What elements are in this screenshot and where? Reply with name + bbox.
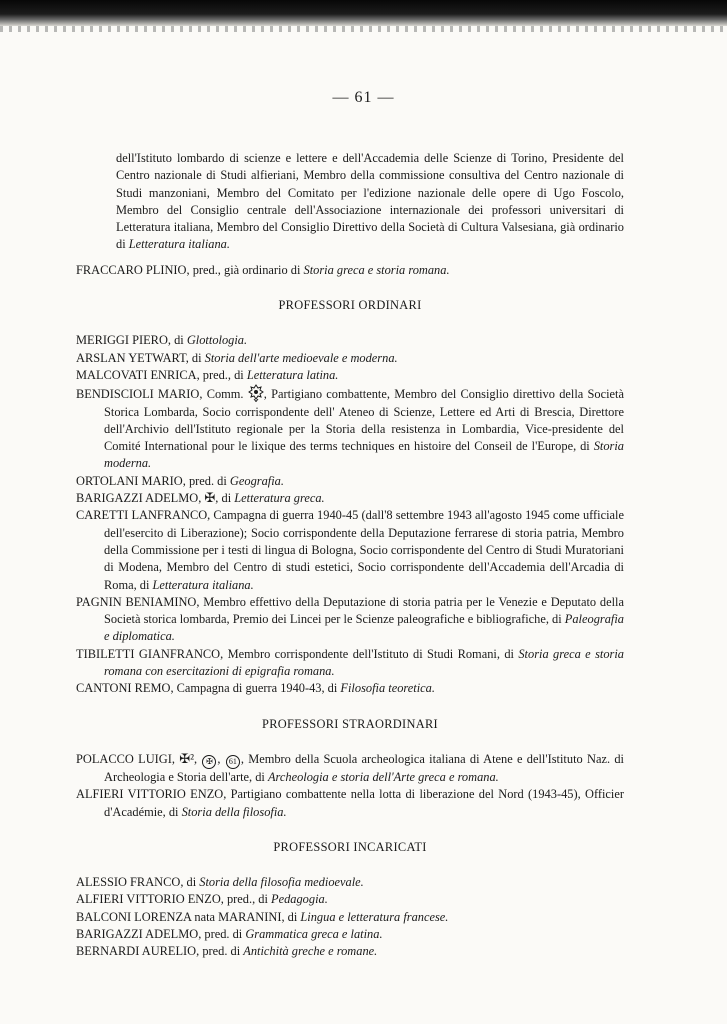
entry-text: , Membro corrispondente dell'Istituto di Studi Romani, di <box>220 646 519 661</box>
entry-name: FRACCARO PLINIO <box>76 262 187 277</box>
entry-name: BENDISCIOLI MARIO <box>76 387 200 402</box>
entry-alessio <box>76 874 624 891</box>
entry-malcovati <box>76 367 624 384</box>
entry-text: , pred., di <box>196 367 247 382</box>
entry-name: TIBILETTI GIANFRANCO <box>76 646 221 661</box>
entry-caretti <box>76 507 624 593</box>
entry-text: dell'Istituto lombardo di scienze e lettere e dell'Accademia delle Scienze di Torino, Presidente del Centro nazionale di Studi alfieriani, Membro della commissione consultiva del Centro nazionale di Studi manzoniani, Membro del Comitato per l'edizione nazionale delle opere di Ugo Foscolo, Membro del Consiglio centrale dell'Associazione internazionale dei professori universitari di Letteratura italiana, Membro del Consiglio Direttivo della Società di Cultura Valsesiana, già ordinario di <box>116 151 624 252</box>
entry-text: , di <box>185 350 205 365</box>
entry-subject: Archeologia e storia dell'Arte greca e romana. <box>267 769 499 784</box>
entry-alfieri-incaricato <box>76 891 624 908</box>
entry-name: ARSLAN YETWART <box>76 350 186 365</box>
entry-subject: Storia moderna. <box>104 439 624 471</box>
page-number: — 61 — <box>332 89 395 106</box>
document-body <box>76 150 624 961</box>
entry-subject: Storia della filosofia. <box>181 804 287 819</box>
entry-ortolani <box>76 473 624 490</box>
entry-balconi <box>76 909 624 926</box>
entry-text: , Membro effettivo della Deputazione di storia patria per le Venezie e Deputato della Società storica lombarda, Premio dei Lincei per le Scienze paleografiche e bibliografiche, di <box>104 594 624 627</box>
entry-subject: Storia greca e storia romana con esercitazioni di epigrafia romana. <box>104 646 624 679</box>
entry-subject: Geografia. <box>229 473 284 488</box>
entry-name: BERNARDI AURELIO <box>76 944 197 959</box>
entry-fraccaro <box>76 262 624 279</box>
entry-name: PAGNIN BENIAMINO <box>76 594 197 609</box>
entry-name: ALFIERI VITTORIO ENZO <box>76 892 221 907</box>
heading-incaricati: PROFESSORI INCARICATI <box>273 839 427 854</box>
entry-subject: Glottologia. <box>186 333 248 348</box>
entry-text: , di <box>180 875 200 890</box>
entry-text: , <box>198 491 205 506</box>
entry-name: BARIGAZZI ADELMO <box>76 491 199 506</box>
entry-polacco: POLACCO LUIGI, ✠², ✠ , 61 , Membro della Scuola archeologica italiana di Atene e dell'Istituto Naz. di Archeologia e Storia dell'arte, di Archeologia e storia dell'Arte greca e romana. <box>76 750 624 784</box>
entry-text: , di <box>167 333 187 348</box>
entry-subject: Lingua e letteratura francese. <box>300 909 449 924</box>
entry-name: ALFIERI VITTORIO ENZO <box>76 787 224 802</box>
entry-bernardi <box>76 943 624 960</box>
entry-text: , Comm. <box>199 387 244 402</box>
entry-subject: Paleografia e diplomatica. <box>104 612 624 644</box>
entry-name: ORTOLANI MARIO <box>76 473 183 488</box>
entry-subject: Letteratura latina. <box>246 367 339 382</box>
entry-name: CANTONI REMO <box>76 681 171 696</box>
entry-subject: Letteratura greca. <box>234 491 325 506</box>
entry-subject: Storia greca e storia romana. <box>303 262 450 277</box>
war-cross-icon: ✠² <box>179 750 195 766</box>
entry-name: POLACCO LUIGI <box>76 751 172 766</box>
entry-name: BARIGAZZI ADELMO <box>76 926 199 941</box>
entry-text: , <box>171 751 180 766</box>
entry-text: , di <box>281 909 301 924</box>
entry-name: CARETTI LANFRANCO <box>76 508 208 523</box>
entry-subject: Pedagogia. <box>271 892 328 907</box>
continued-entry <box>76 150 624 254</box>
entry-tibiletti <box>76 646 624 681</box>
entry-subject: Letteratura italiana. <box>128 237 230 252</box>
entry-text: , Membro della Scuola archeologica italiana di Atene e dell'Istituto Naz. di Archeologia e Storia dell'arte, di <box>104 751 624 784</box>
entry-text: , pred. di <box>198 926 246 941</box>
circled-cross-icon: ✠ <box>202 755 216 769</box>
entry-subject: Grammatica greca e latina. <box>245 926 383 941</box>
entry-name: MALCOVATI ENRICA <box>76 367 197 382</box>
entry-meriggi <box>76 332 624 349</box>
entry-cantoni <box>76 680 624 697</box>
entry-text: , Partigiano combattente nella lotta di liberazione del Nord (1943-45), Officier d'Académie, di <box>104 787 624 819</box>
entry-text: , pred., di <box>220 892 272 907</box>
order-emblem-icon <box>248 384 264 402</box>
circled-number-icon: 61 <box>226 755 240 769</box>
entry-name: MERIGGI PIERO <box>76 333 168 348</box>
entry-subject: Storia dell'arte medioevale e moderna. <box>204 350 398 365</box>
entry-arslan <box>76 350 624 367</box>
entry-alfieri-straordinario <box>76 786 624 821</box>
heading-ordinari: PROFESSORI ORDINARI <box>278 298 422 313</box>
entry-text: , Partigiano combattente, Membro del Consiglio direttivo della Società Storica Lombarda, Socio corrispondente dell' Ateneo di Scienze, Lettere ed Arti di Brescia, Direttore dell'Archivio dell'Istituto regionale per la Storia della resistenza in Lombardia, Vice-presidente del Comité International pour le lixique des terms techniques en histoire del Conseil de l'Europe, di <box>104 387 624 454</box>
entry-barigazzi <box>76 490 624 507</box>
entry-text: , pred., già ordinario di <box>186 262 304 277</box>
entry-subject: Storia della filosofia medioevale. <box>199 875 364 890</box>
entry-name: BALCONI LORENZA nata MARANINI <box>76 909 282 924</box>
entry-text: , di <box>215 491 235 506</box>
entry-pagnin <box>76 594 624 646</box>
war-cross-icon: ✠ <box>204 490 216 506</box>
scan-border <box>0 0 727 26</box>
entry-subject: Letteratura italiana. <box>152 577 254 592</box>
entry-barigazzi-incaricato <box>76 926 624 943</box>
entry-bendiscioli <box>76 384 624 472</box>
entry-name: ALESSIO FRANCO <box>76 875 181 890</box>
entry-text: , pred. di <box>182 473 230 488</box>
heading-straordinari: PROFESSORI STRAORDINARI <box>262 716 438 731</box>
entry-subject: Filosofia teoretica. <box>340 681 435 696</box>
entry-text: , Campagna di guerra 1940-43, di <box>170 681 341 696</box>
entry-text: , pred. di <box>196 944 244 959</box>
entry-subject: Antichità greche e romane. <box>243 944 378 959</box>
entry-text: , Campagna di guerra 1940-45 (dall'8 settembre 1943 all'agosto 1945 come ufficiale dell'esercito di Liberazione); Socio corrispondente della Deputazione ferrarese di storia patria, Membro della Commissione per i testi di lingua di Bologna, Socio corrispondente del Centro di Studi Muratoriani di Modena, Membro del Centro di studi estetici, Socio corrispondente dell'Accademia dell'Arcadia di Roma, di <box>104 508 624 592</box>
